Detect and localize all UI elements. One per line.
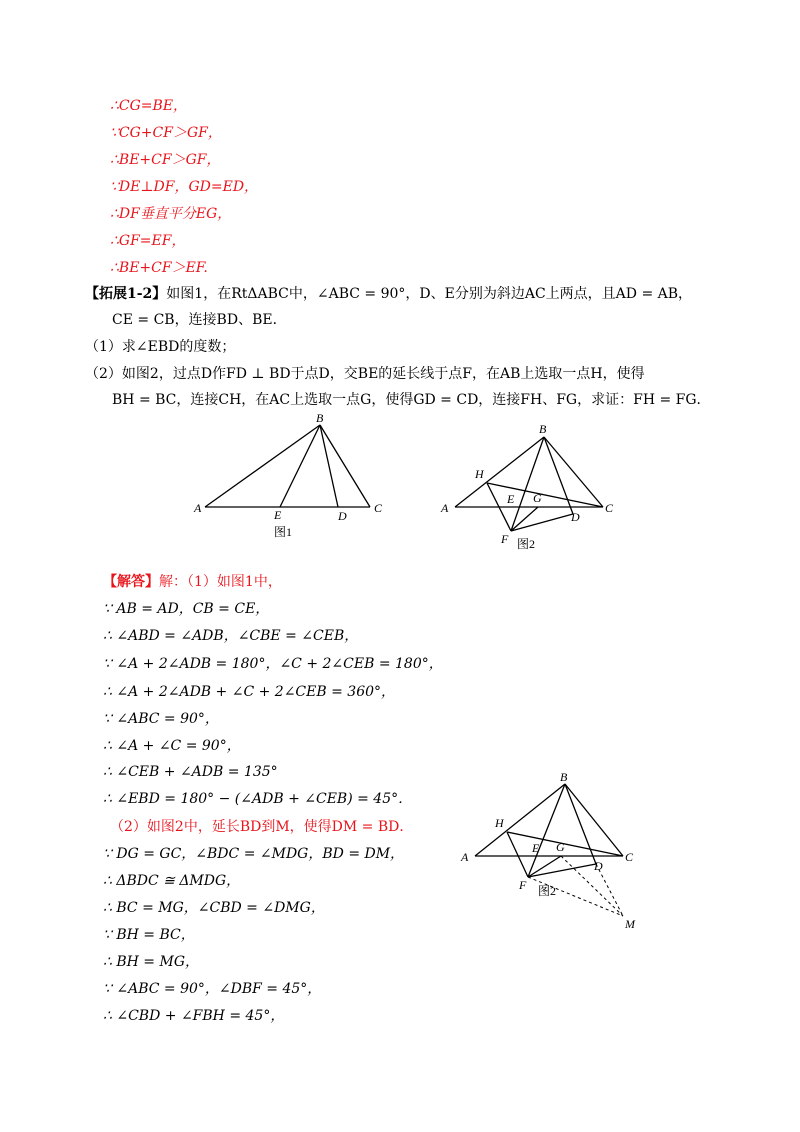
fig2-segment-bd [544,437,573,514]
fig2-label-b: B [539,422,547,436]
fig3-label-d: D [594,859,603,873]
figure-3 [455,768,650,938]
fig3-label-e: E [532,841,540,855]
fig1-segment-bc [320,425,370,507]
fig1-label-b: B [316,412,324,425]
fig3-segment-ab [475,784,565,856]
figure-1 [180,412,400,547]
step2-4: ∵ BH = BC， [103,927,195,943]
step1-1: ∵ AB = AD，CB = CE， [103,601,270,617]
proof-line-3: ∴BE+CF＞GF， [110,152,221,168]
step1-3: ∵ ∠A + 2∠ADB = 180°，∠C + 2∠CEB = 180°， [103,656,443,672]
step2-1: ∵ DG = GC，∠BDC = ∠MDG，BD = DM， [103,846,405,862]
proof-line-5: ∴DF垂直平分EG， [110,206,232,222]
proof-line-6: ∴GF=EF， [110,233,186,249]
problem-line-1 [85,285,692,303]
fig3-label-f: F [519,878,527,892]
step2-2: ∴ ΔBDC ≅ ΔMDG， [103,873,241,889]
fig3-segment-bf [528,784,565,877]
problem-line-2: CE = CB，连接BD、BE． [112,312,287,328]
fig2-label-d: D [571,510,580,524]
fig2-label-h: H [475,467,484,481]
step1-8: ∴ ∠EBD = 180° − (∠ADB + ∠CEB) = 45°． [103,791,413,807]
fig1-label-d: D [338,509,347,523]
fig3-label-c: C [625,850,634,864]
fig2-label-g: G [533,491,542,505]
fig3-label-a: A [461,850,469,864]
fig1-caption: 图1 [274,525,293,539]
fig2-caption: 图2 [517,537,536,551]
fig2-segment-ab [455,437,544,507]
step1-4: ∴ ∠A + 2∠ADB + ∠C + 2∠CEB = 360°， [103,684,396,700]
fig2-label-a: A [441,501,449,515]
question-2-line-1: （2）如图2，过点D作FD ⊥ BD于点D，交BE的延长线于点F，在AB上选取一点H，使得 [85,366,645,382]
fig3-segment-bd [565,784,596,864]
answer-tag: 【解答】 [103,574,159,590]
problem-tag: 【拓展1-2】 [85,286,167,302]
fig3-label-h: H [495,816,504,830]
step1-5: ∵ ∠ABC = 90°， [103,711,219,727]
fig2-label-e: E [507,492,515,506]
fig3-caption: 图2 [538,884,557,898]
fig1-label-a: A [194,501,202,515]
fig1-segment-ab [205,425,320,507]
question-2-line-2: BH = BC，连接CH，在AC上选取一点G，使得GD = CD，连接FH、FG，求证：FH = FG． [112,392,711,408]
fig1-segment-be [280,425,320,507]
problem-text-1: 如图1，在RtΔABC中，∠ABC = 90°，D、E分别为斜边AC上两点，且AD = AB， [166,286,693,302]
fig3-segment-hc [507,832,623,856]
fig3-label-g: G [556,840,565,854]
proof-line-4: ∵DE⊥DF，GD=ED， [110,179,259,195]
part2-header: （2）如图2中，延长BD到M，使得DM = BD． [110,819,414,835]
fig2-label-c: C [605,501,614,515]
fig3-label-m: M [625,917,635,931]
fig3-segment-hf [507,832,528,877]
figure-2 [435,415,620,555]
fig1-label-c: C [374,501,383,515]
proof-line-2: ∵CG+CF＞GF， [110,125,222,141]
fig1-label-e: E [274,508,282,522]
question-1: （1）求∠EBD的度数； [85,339,236,355]
step2-7: ∴ ∠CBD + ∠FBH = 45°， [103,1008,285,1024]
answer-header-text: 解：（1）如图1中， [159,574,282,590]
step1-7: ∴ ∠CEB + ∠ADB = 135° [103,764,278,780]
fig3-label-b: B [560,770,568,784]
step1-6: ∴ ∠A + ∠C = 90°， [103,738,241,754]
step2-3: ∴ BC = MG，∠CBD = ∠DMG， [103,900,325,916]
proof-line-1: ∴CG=BE， [110,98,188,114]
fig2-label-f: F [501,532,509,546]
fig1-segment-bd [320,425,338,507]
step1-2: ∴ ∠ABD = ∠ADB，∠CBE = ∠CEB， [103,628,359,644]
step2-6: ∵ ∠ABC = 90°，∠DBF = 45°， [103,981,322,997]
answer-header [103,573,282,591]
proof-line-7: ∴BE+CF＞EF. [110,260,208,276]
step2-5: ∴ BH = MG， [103,954,200,970]
